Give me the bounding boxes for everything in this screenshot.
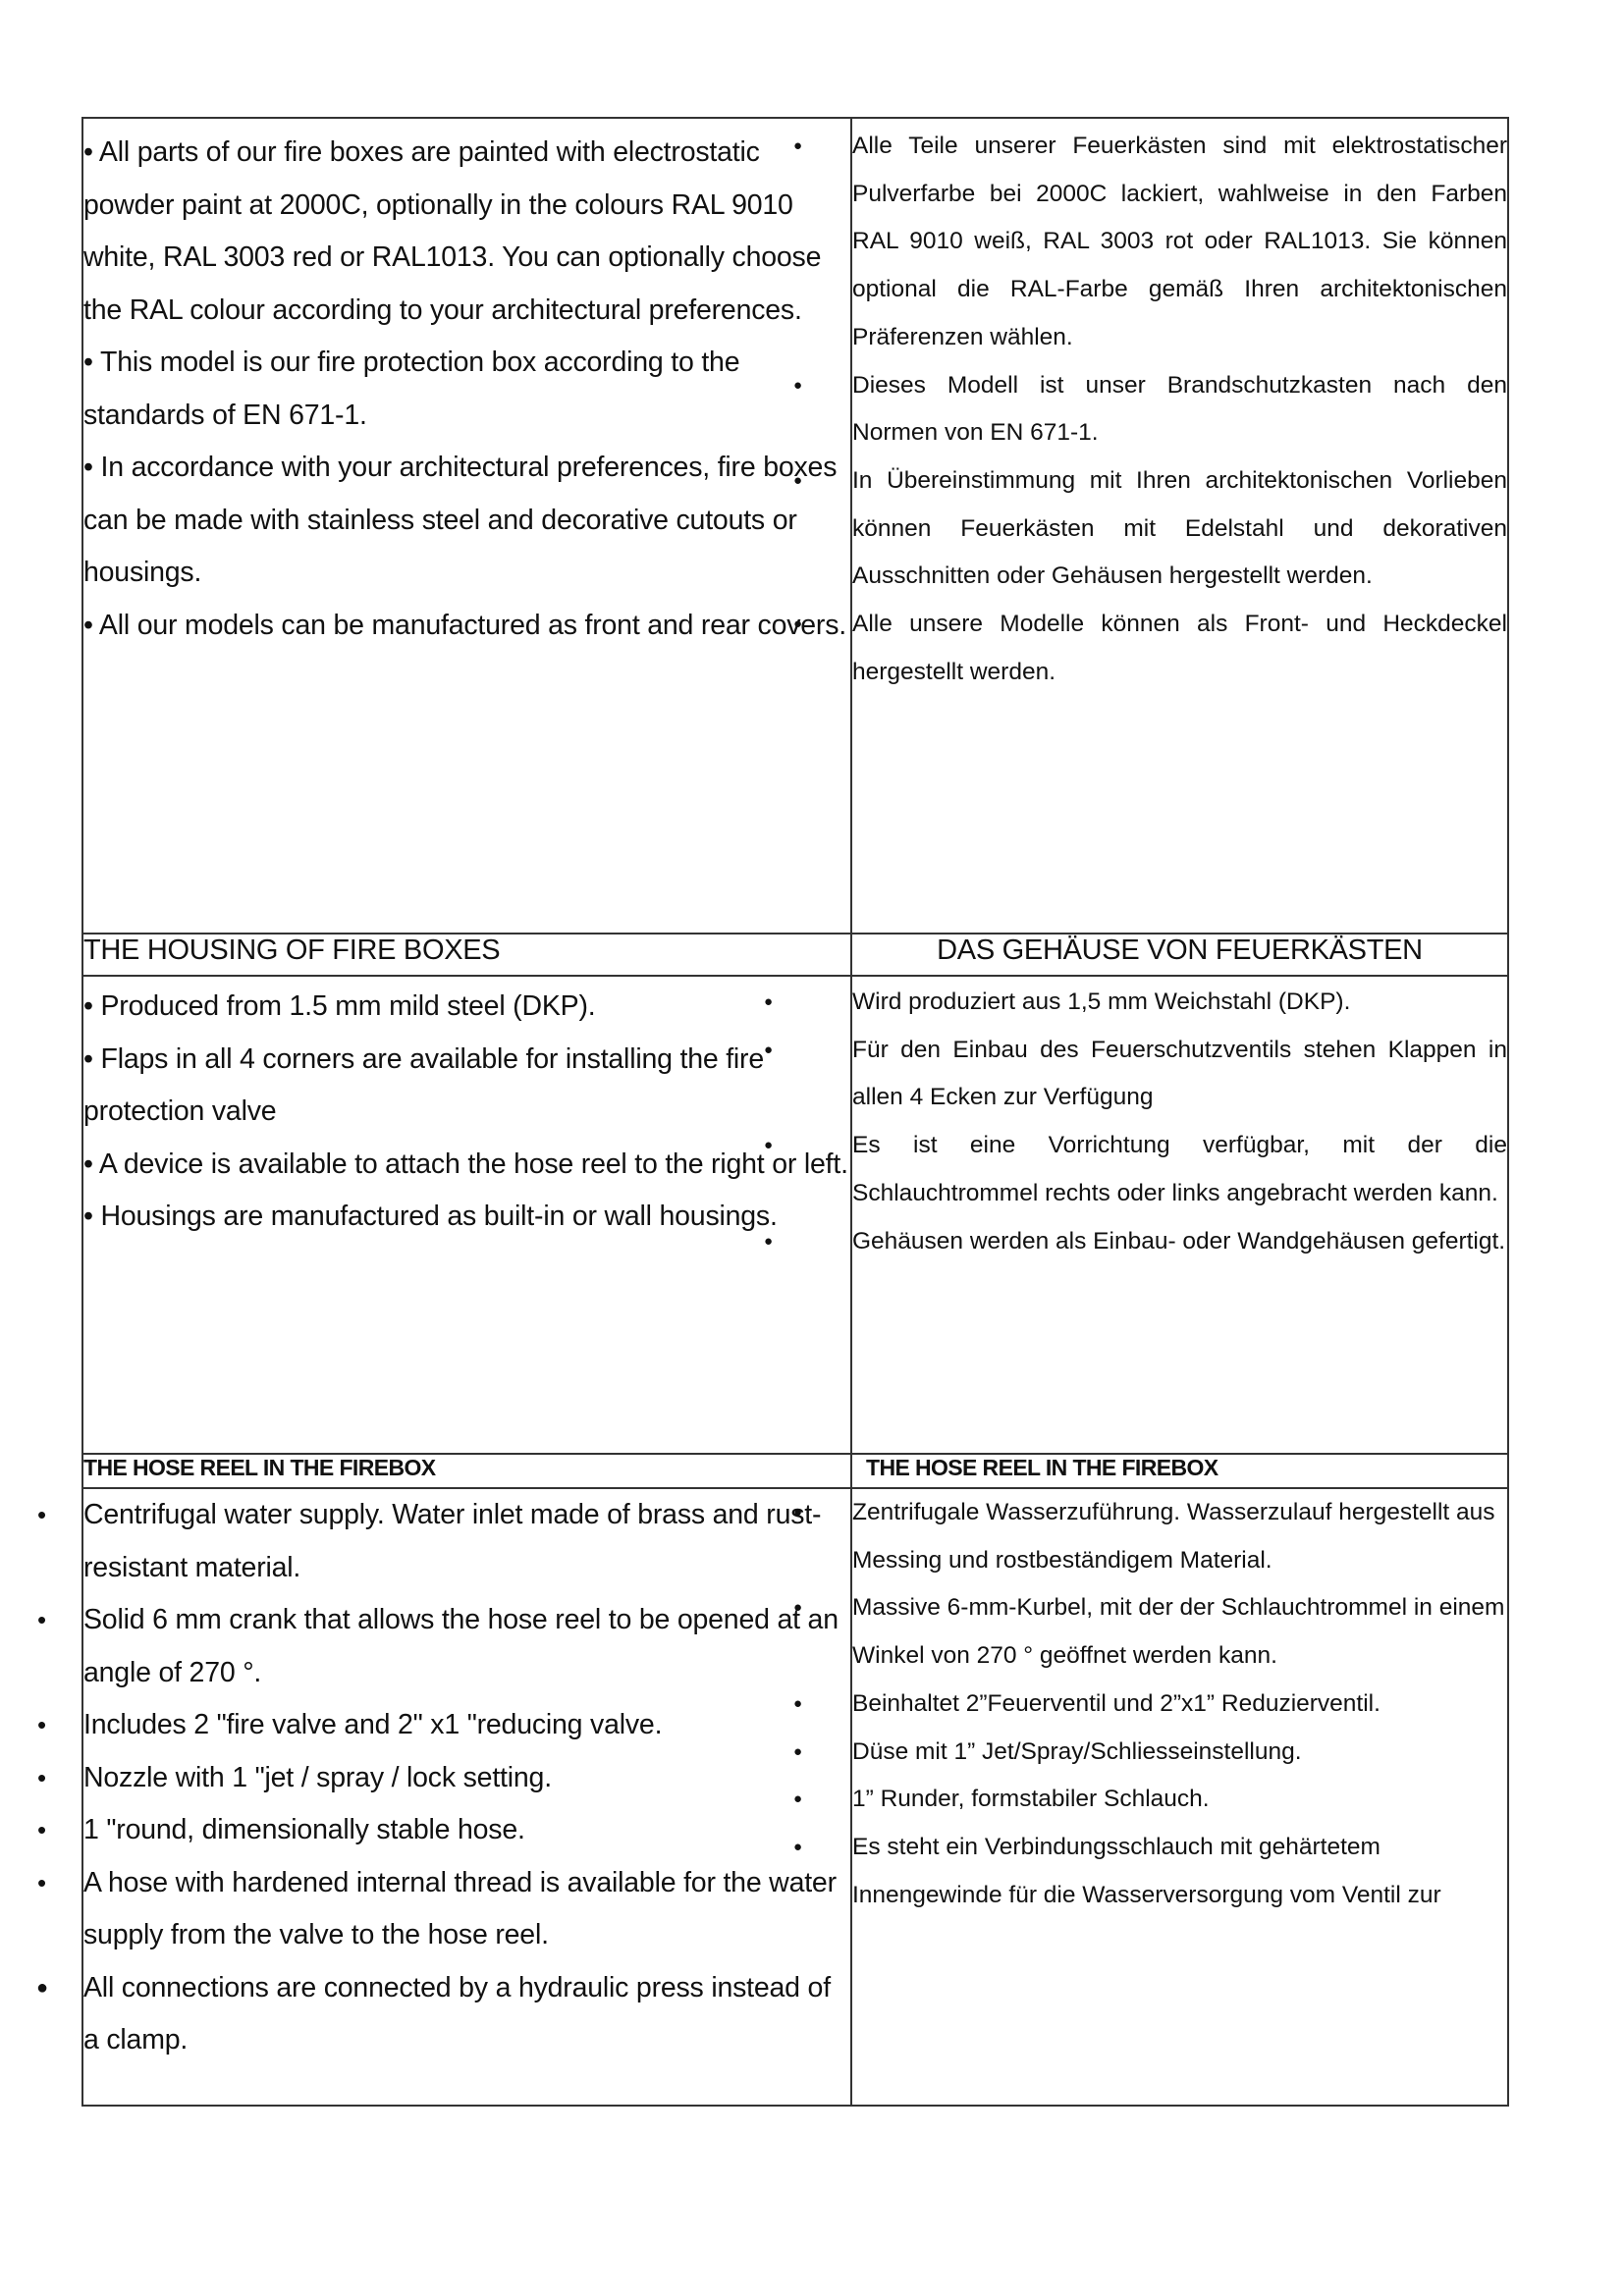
bilingual-spec-table <box>81 117 1509 2107</box>
section-3-german-heading: THE HOSE REEL IN THE FIREBOX <box>851 1454 1508 1488</box>
section-2-german-heading: DAS GEHÄUSE VON FEUERKÄSTEN <box>851 934 1508 976</box>
section-2-body-row <box>82 976 1508 1454</box>
de-list-item: ● Alle unsere Modelle können als Front- und Heckdeckel hergestellt werden. <box>852 601 1507 696</box>
en-list-item: • Includes 2 "fire valve and 2" x1 "reducing valve. <box>83 1699 850 1752</box>
section-1-english-cell <box>82 118 851 934</box>
en-paragraph: • Housings are manufactured as built-in or wall housings. <box>83 1201 778 1232</box>
en-list-item: • Nozzle with 1 "jet / spray / lock setting. <box>83 1752 850 1805</box>
de-list-item: ● Gehäusen werden als Einbau- oder Wandgehäusen gefertigt. <box>852 1218 1507 1266</box>
de-list-item: ● Es ist eine Vorrichtung verfügbar, mit der die Schlauchtrommel rechts oder links angebracht werden kann. <box>852 1122 1507 1217</box>
de-list-item: ● Alle Teile unserer Feuerkästen sind mit elektrostatischer Pulverfarbe bei 2000C lackiert, wahlweise in den Farben RAL 9010 weiß, RAL 3003 rot oder RAL1013. Sie können optional die RAL-Farbe gemäß Ihren architektonischen Präferenzen wählen. <box>852 123 1507 362</box>
section-3-german-cell <box>851 1488 1508 2106</box>
section-2-header-row <box>82 934 1508 976</box>
de-bullet-list <box>852 123 1507 696</box>
section-3-header-row <box>82 1454 1508 1488</box>
en-list-item: • Centrifugal water supply. Water inlet made of brass and rust-resistant material. <box>83 1489 850 1594</box>
en-list-item: • A hose with hardened internal thread is available for the water supply from the valve to the hose reel. <box>83 1857 850 1962</box>
en-paragraph: • All parts of our fire boxes are painted with electrostatic powder paint at 2000C, optionally in the colours RAL 9010 white, RAL 3003 red or RAL1013. You can optionally choose the RAL colour according to your architectural preferences. <box>83 136 822 326</box>
en-list-item: • 1 "round, dimensionally stable hose. <box>83 1804 850 1857</box>
en-paragraph: • Produced from 1.5 mm mild steel (DKP). <box>83 990 596 1022</box>
de-list-item: ● In Übereinstimmung mit Ihren architektonischen Vorlieben können Feuerkästen mit Edelstahl und dekorativen Ausschnitten oder Gehäusen hergestellt werden. <box>852 457 1507 601</box>
en-list-item: ● All connections are connected by a hydraulic press instead of a clamp. <box>83 1962 850 2067</box>
en-paragraph: • A device is available to attach the hose reel to the right or left. <box>83 1148 848 1180</box>
section-1-german-cell <box>851 118 1508 934</box>
de-bullet-list <box>852 1489 1507 1919</box>
de-list-item: ● Zentrifugale Wasserzuführung. Wasserzulauf hergestellt aus Messing und rostbeständigem Material. <box>852 1489 1507 1584</box>
en-list-item: • Solid 6 mm crank that allows the hose reel to be opened at an angle of 270 °. <box>83 1594 850 1699</box>
en-paragraph: • In accordance with your architectural preferences, fire boxes can be made with stainless steel and decorative cutouts or housings. <box>83 452 838 588</box>
de-list-item: ● Es steht ein Verbindungsschlauch mit gehärtetem Innengewinde für die Wasserversorgung vom Ventil zur <box>852 1824 1507 1919</box>
section-3-english-heading: THE HOSE REEL IN THE FIREBOX <box>82 1454 851 1488</box>
section-2-english-heading: THE HOUSING OF FIRE BOXES <box>82 934 851 976</box>
de-list-item: ● Dieses Modell ist unser Brandschutzkasten nach den Normen von EN 671-1. <box>852 362 1507 457</box>
en-paragraph: • All our models can be manufactured as front and rear covers. <box>83 609 846 641</box>
section-2-english-cell <box>82 976 851 1454</box>
section-3-english-cell <box>82 1488 851 2106</box>
de-bullet-list <box>852 979 1507 1265</box>
section-3-body-row <box>82 1488 1508 2106</box>
de-list-item: ● Massive 6-mm-Kurbel, mit der der Schlauchtrommel in einem Winkel von 270 ° geöffnet werden kann. <box>852 1584 1507 1680</box>
en-bullet-list <box>83 1489 850 2067</box>
de-list-item: ● Düse mit 1” Jet/Spray/Schliesseinstellung. <box>852 1729 1507 1777</box>
en-paragraph: • This model is our fire protection box according to the standards of EN 671-1. <box>83 347 740 431</box>
en-paragraph: • Flaps in all 4 corners are available for installing the fire protection valve <box>83 1042 765 1127</box>
de-list-item: ● 1” Runder, formstabiler Schlauch. <box>852 1776 1507 1824</box>
de-list-item: ● Beinhaltet 2”Feuerventil und 2”x1” Reduzierventil. <box>852 1681 1507 1729</box>
de-list-item: ● Wird produziert aus 1,5 mm Weichstahl (DKP). <box>852 979 1507 1027</box>
de-list-item: ● Für den Einbau des Feuerschutzventils stehen Klappen in allen 4 Ecken zur Verfügung <box>852 1027 1507 1122</box>
section-2-german-cell <box>851 976 1508 1454</box>
section-1-body-row <box>82 118 1508 934</box>
